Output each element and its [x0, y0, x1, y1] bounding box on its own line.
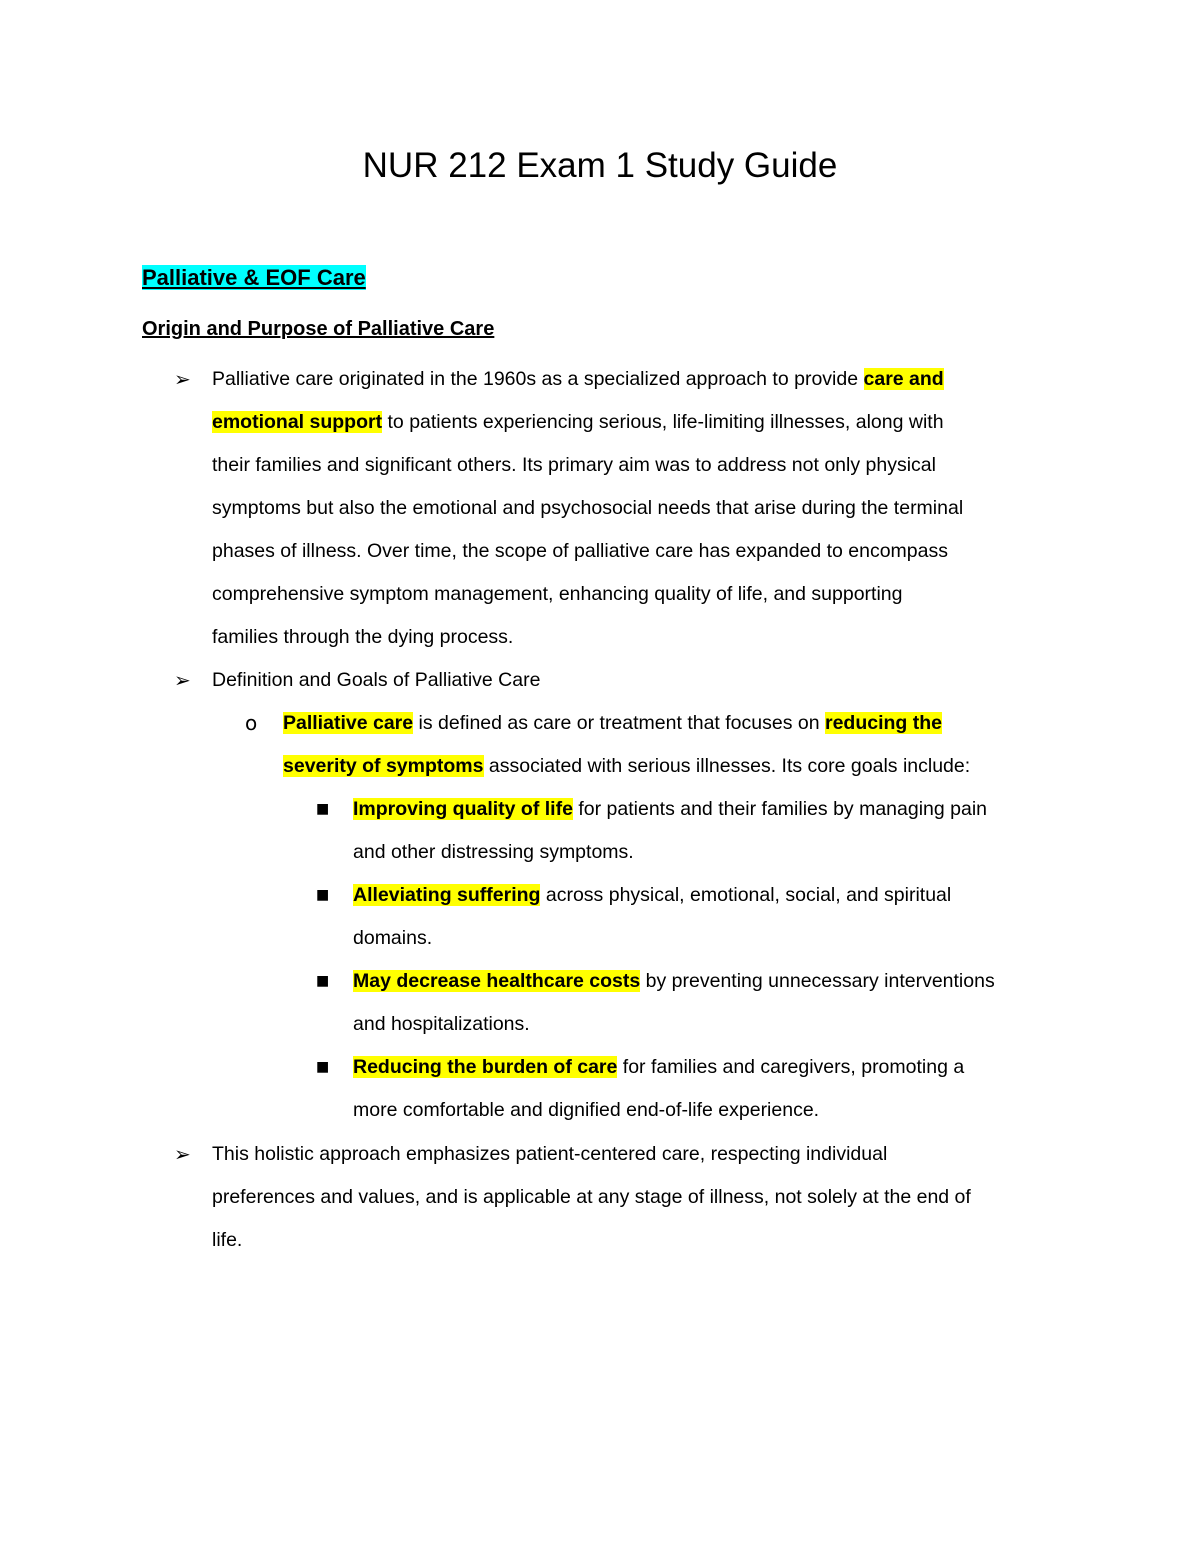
arrow-bullet-icon: ➢ — [174, 668, 191, 692]
definition-line1 — [283, 707, 942, 739]
definition-text: is defined as care or treatment that focuses on — [413, 712, 825, 734]
section-heading — [142, 262, 366, 294]
goal-continuation: and hospitalizations. — [353, 1013, 530, 1035]
definition-line2 — [283, 750, 970, 782]
highlight-text: reducing the — [824, 712, 942, 734]
highlight-text: May decrease healthcare costs — [353, 970, 641, 992]
bullet3-line2: preferences and values, and is applicable at any stage of illness, not solely at the end of — [212, 1186, 971, 1208]
highlight-text: Alleviating suffering — [353, 884, 541, 906]
square-bullet-icon: ■ — [316, 887, 330, 903]
bullet1-line6: comprehensive symptom management, enhancing quality of life, and supporting — [212, 583, 903, 605]
arrow-bullet-icon: ➢ — [174, 367, 191, 391]
bullet1-line3: their families and significant others. Its primary aim was to address not only physical — [212, 454, 936, 476]
goal-text: by preventing unnecessary interventions — [640, 970, 995, 992]
highlight-text: Palliative care — [283, 712, 414, 734]
bullet3-line1: This holistic approach emphasizes patient-centered care, respecting individual — [212, 1143, 888, 1165]
square-bullet-icon: ■ — [316, 973, 330, 989]
bullet1-line5: phases of illness. Over time, the scope of palliative care has expanded to encompass — [212, 540, 948, 562]
goal-item — [353, 793, 987, 825]
highlight-text: Improving quality of life — [353, 798, 573, 820]
highlight-text: care and — [863, 368, 944, 390]
document-title: NUR 212 Exam 1 Study Guide — [362, 146, 838, 185]
goal-text: for families and caregivers, promoting a — [617, 1056, 965, 1078]
definition-text: associated with serious illnesses. Its core goals include: — [483, 755, 971, 777]
arrow-bullet-icon: ➢ — [174, 1142, 191, 1166]
goal-item — [353, 1051, 964, 1083]
goal-text: across physical, emotional, social, and spiritual — [540, 884, 952, 906]
bullet2-label: Definition and Goals of Palliative Care — [212, 669, 541, 691]
circle-bullet-icon: o — [245, 711, 258, 735]
subheading: Origin and Purpose of Palliative Care — [142, 318, 495, 340]
highlight-text: Reducing the burden of care — [353, 1056, 618, 1078]
bullet1-line4: symptoms but also the emotional and psychosocial needs that arise during the terminal — [212, 497, 964, 519]
square-bullet-icon: ■ — [316, 1059, 330, 1075]
goal-continuation: and other distressing symptoms. — [353, 841, 634, 863]
goal-item — [353, 965, 995, 997]
section-heading-text: Palliative & EOF Care — [142, 265, 366, 290]
square-bullet-icon: ■ — [316, 801, 330, 817]
goal-text: for patients and their families by managing pain — [572, 798, 988, 820]
highlight-text: emotional support — [212, 411, 383, 433]
goal-item — [353, 879, 951, 911]
goal-continuation: more comfortable and dignified end-of-life experience. — [353, 1099, 820, 1121]
bullet1-line2 — [212, 406, 944, 438]
highlight-text: severity of symptoms — [283, 755, 484, 777]
goal-continuation: domains. — [353, 927, 433, 949]
bullet1-line1 — [212, 363, 944, 395]
bullet1-text: Palliative care originated in the 1960s as a specialized approach to provide — [212, 368, 864, 390]
bullet1-text: to patients experiencing serious, life-limiting illnesses, along with — [382, 411, 944, 433]
bullet1-line7: families through the dying process. — [212, 626, 514, 648]
bullet3-line3: life. — [212, 1229, 243, 1251]
